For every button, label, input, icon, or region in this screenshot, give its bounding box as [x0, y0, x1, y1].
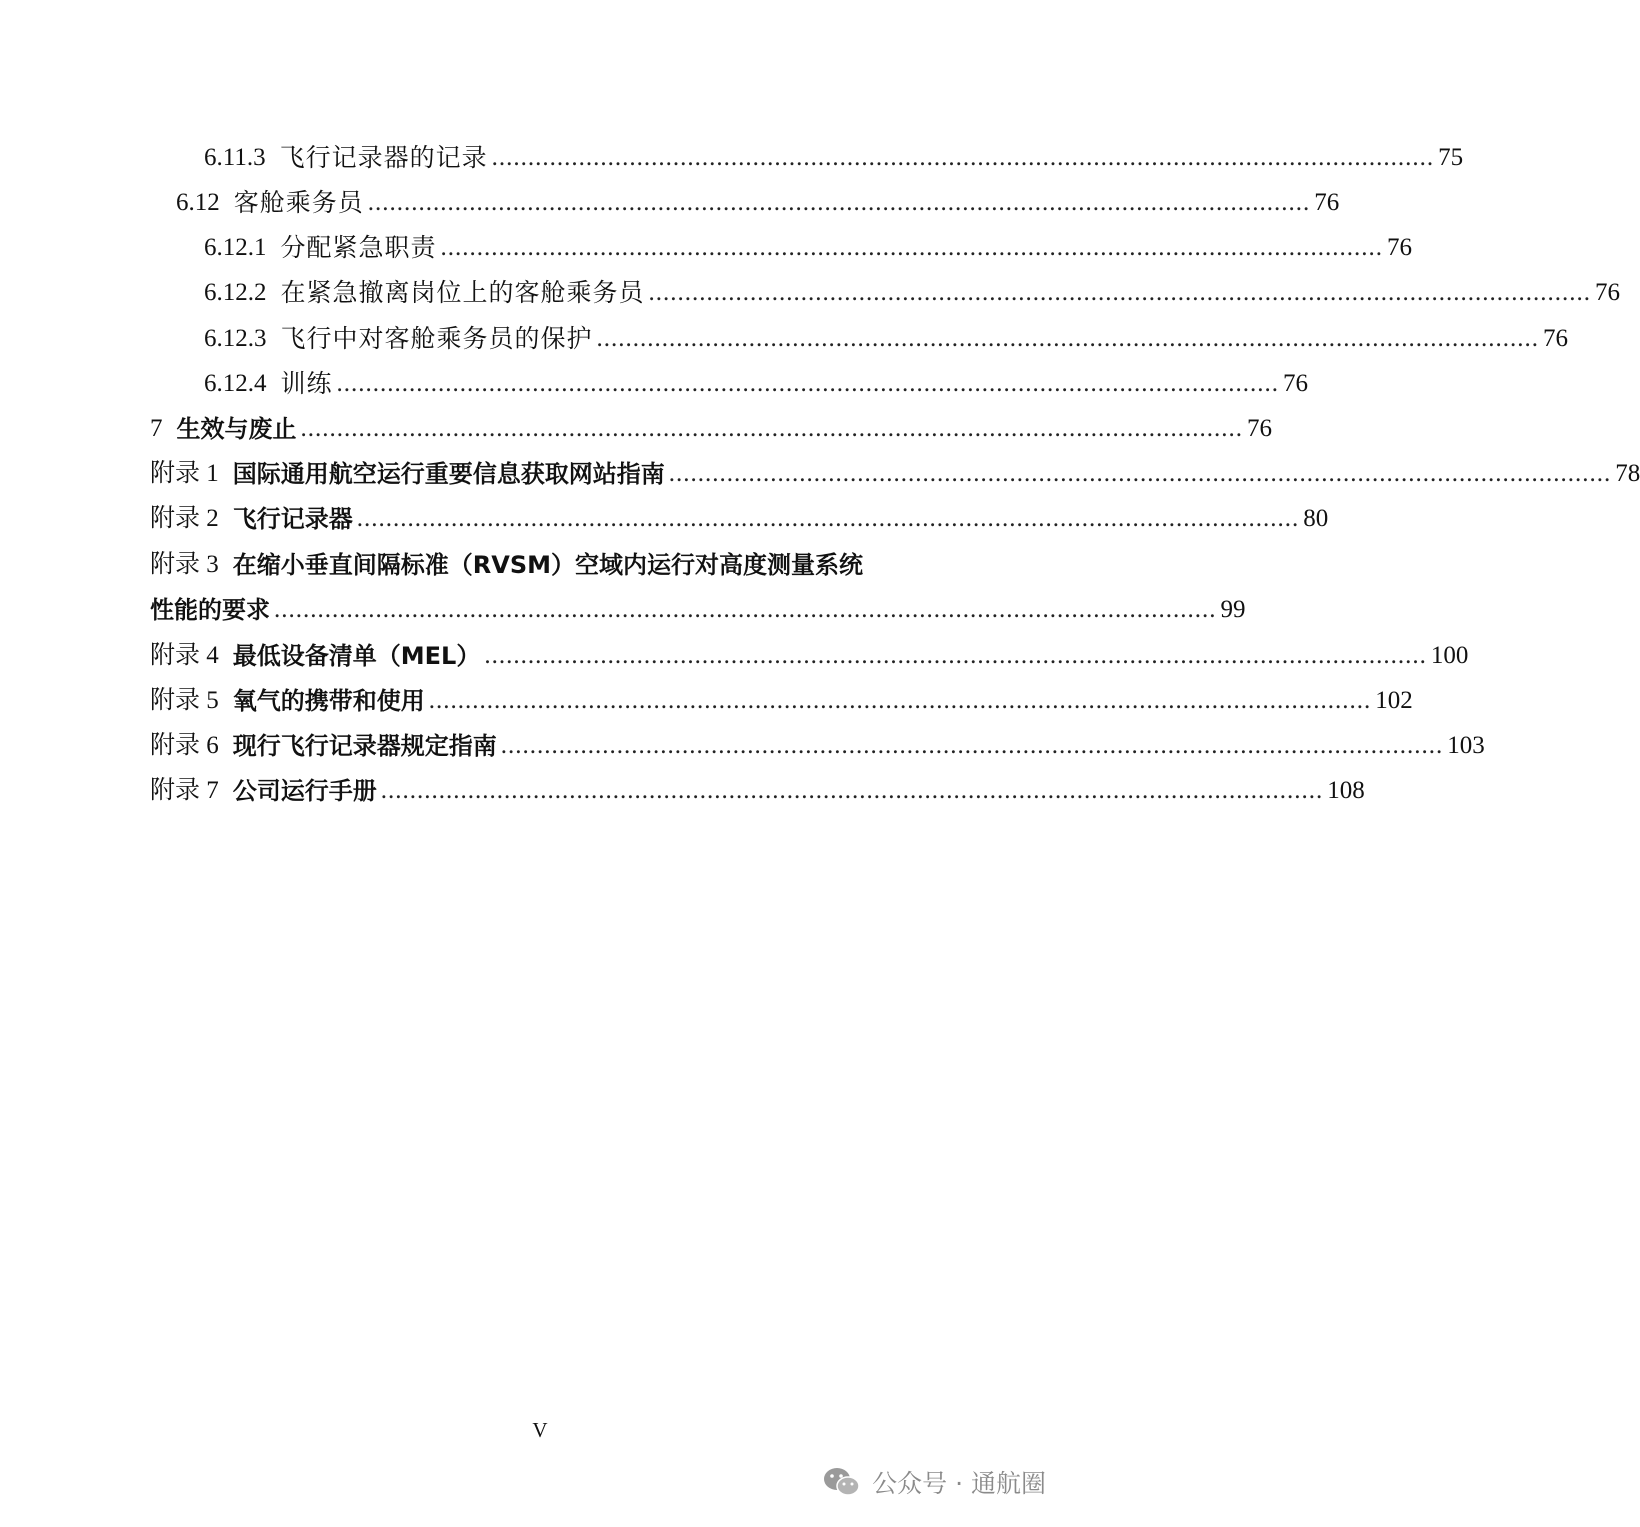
dot-leader: ..................................................................................................................................	[356, 505, 1300, 532]
wechat-icon	[822, 1466, 862, 1498]
dot-leader: ..................................................................................................................................	[500, 732, 1444, 759]
toc-entry-number: 6.12.4	[204, 370, 267, 397]
page-number: V	[532, 1418, 548, 1442]
dot-leader: ..................................................................................................................................	[668, 460, 1612, 487]
dot-leader: ..................................................................................................................................	[367, 189, 1311, 216]
dot-leader: ..................................................................................................................................	[380, 777, 1324, 804]
toc-entry-page: 80	[1303, 505, 1329, 532]
toc-entry-page: 76	[1283, 370, 1309, 397]
toc-entry[interactable]	[150, 771, 1365, 811]
toc-entry-number: 附录 3	[150, 551, 219, 578]
toc-entry-page: 103	[1447, 732, 1485, 759]
dot-leader: ..................................................................................................................................	[300, 415, 1243, 442]
toc-entry-title: 在缩小垂直间隔标准（RVSM）空域内运行对高度测量系统	[232, 551, 863, 579]
toc-entry-title: 氧气的携带和使用	[232, 687, 425, 715]
toc-entry-title: 性能的要求	[150, 596, 270, 624]
toc-entry-number: 附录 4	[150, 642, 219, 669]
toc-entry[interactable]	[204, 273, 1621, 313]
toc-entry-title: 现行飞行记录器规定指南	[232, 732, 497, 760]
toc-entry[interactable]	[204, 364, 1309, 404]
dot-leader: ..................................................................................................................................	[596, 325, 1540, 352]
toc-entry-title: 生效与废止	[176, 415, 297, 443]
toc-entry-number: 附录 5	[150, 687, 219, 714]
toc-entry-page: 100	[1430, 642, 1469, 669]
toc-entry-number: 附录 7	[150, 777, 219, 804]
toc-entry-page: 75	[1438, 144, 1464, 171]
toc-entry-title: 国际通用航空运行重要信息获取网站指南	[232, 460, 665, 488]
toc-entry-title: 公司运行手册	[232, 777, 377, 805]
dot-leader: ..................................................................................................................................	[274, 596, 1217, 623]
toc-entry[interactable]	[150, 636, 1469, 676]
toc-entry[interactable]	[176, 183, 1340, 223]
toc-entry-page: 99	[1220, 596, 1246, 623]
watermark	[822, 1464, 1046, 1500]
toc-entry-continuation[interactable]	[150, 590, 1246, 630]
toc-entry-number: 6.11.3	[204, 144, 266, 171]
dot-leader: ..................................................................................................................................	[491, 144, 1435, 171]
toc-entry-page: 76	[1595, 279, 1621, 306]
toc-entry-title: 飞行记录器的记录	[279, 143, 488, 172]
dot-leader: ..................................................................................................................................	[428, 687, 1372, 714]
toc-entry-page: 76	[1543, 325, 1569, 352]
toc-entry-title: 客舱乘务员	[233, 188, 364, 217]
toc-entry-page: 76	[1314, 189, 1340, 216]
toc-entry[interactable]	[204, 138, 1464, 178]
toc-entry-number: 附录 2	[150, 505, 219, 532]
toc-entry[interactable]	[150, 499, 1329, 539]
toc-entry[interactable]	[204, 319, 1569, 359]
toc-entry-number: 附录 6	[150, 732, 219, 759]
dot-leader: ..................................................................................................................................	[648, 279, 1592, 306]
toc-entry[interactable]	[150, 726, 1485, 766]
toc-entry-number: 6.12.2	[204, 279, 267, 306]
toc-entry[interactable]	[204, 228, 1413, 268]
toc-entry-title: 最低设备清单（MEL）	[232, 642, 481, 670]
toc-entry-number: 6.12.3	[204, 325, 267, 352]
toc-entry-page: 78	[1615, 460, 1640, 487]
dot-leader: ..................................................................................................................................	[484, 642, 1427, 669]
toc-entry-page: 76	[1387, 234, 1413, 261]
watermark-text: 公众号 · 通航圈	[872, 1469, 1046, 1498]
dot-leader: ..................................................................................................................................	[336, 370, 1280, 397]
toc-entry-title: 在紧急撤离岗位上的客舱乘务员	[280, 278, 645, 307]
toc-entry-title: 飞行中对客舱乘务员的保护	[280, 324, 593, 353]
toc-entry[interactable]	[150, 409, 1272, 449]
toc-entry-page: 102	[1375, 687, 1413, 714]
toc-entry-title: 训练	[280, 369, 333, 398]
toc-entry-page: 76	[1247, 415, 1272, 442]
toc-entry[interactable]	[150, 454, 1640, 494]
toc-entry-number: 附录 1	[150, 460, 219, 487]
toc-entry-title: 分配紧急职责	[280, 233, 437, 262]
toc-entry-title: 飞行记录器	[232, 505, 353, 533]
dot-leader: ..................................................................................................................................	[440, 234, 1384, 261]
toc-entry-number: 6.12.1	[204, 234, 267, 261]
toc-entry[interactable]	[150, 681, 1413, 721]
toc-entry[interactable]	[150, 545, 930, 585]
toc-entry-number: 6.12	[176, 189, 220, 216]
toc-entry-number: 7	[150, 415, 163, 442]
toc-entry-page: 108	[1327, 777, 1365, 804]
